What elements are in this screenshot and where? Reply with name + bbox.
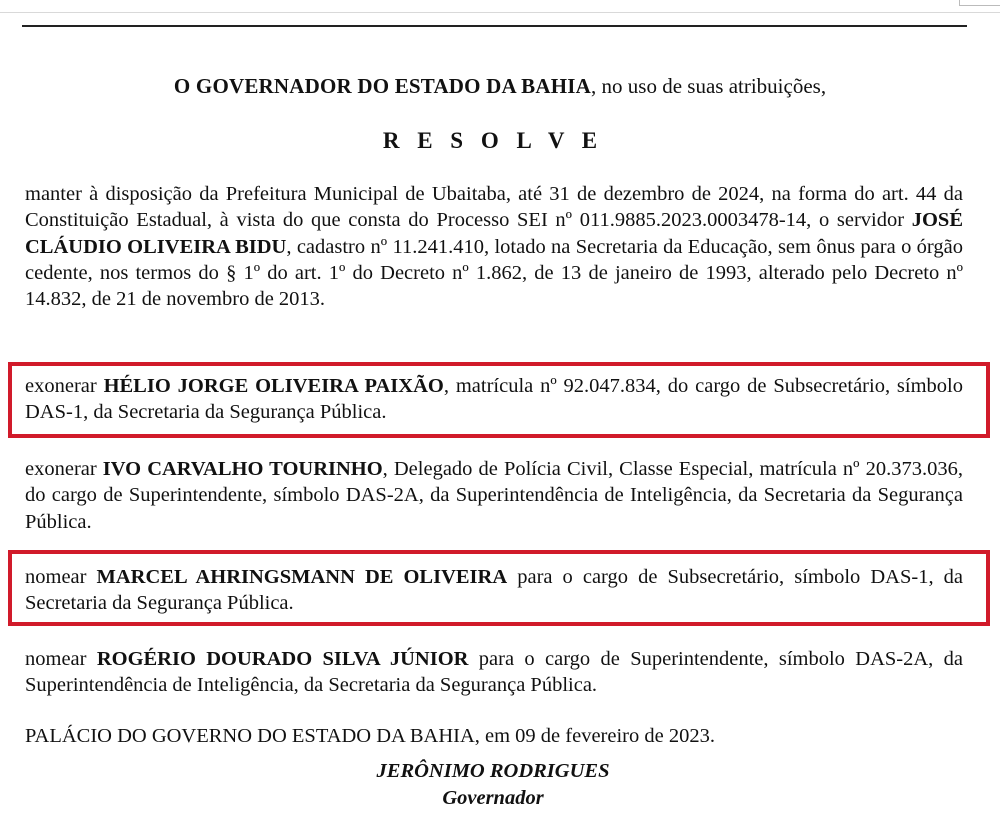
window-top-border — [0, 0, 1000, 13]
person-name: HÉLIO JORGE OLIVEIRA PAIXÃO — [103, 375, 444, 397]
corner-widget — [959, 0, 1000, 6]
highlight-box-helio — [8, 362, 990, 438]
person-name: MARCEL AHRINGSMANN DE OLIVEIRA — [96, 566, 508, 588]
paragraph-exonerar-ivo — [25, 456, 963, 535]
header-rule — [22, 25, 967, 27]
person-name: ROGÉRIO DOURADO SILVA JÚNIOR — [96, 648, 469, 670]
paragraph-text: nomear — [25, 566, 97, 588]
signature-name: JERÔNIMO RODRIGUES — [376, 760, 610, 782]
decree-heading — [0, 74, 1000, 99]
paragraph-text: manter à disposição da Prefeitura Municipal de Ubaitaba, até 31 de dezembro de 2024, na forma do art. 44 da Constituição Estadual, à vista do que consta do Processo SEI nº 011.9885.2023.0003478-14, o servidor — [25, 183, 963, 232]
signature-title: Governador — [442, 787, 544, 809]
paragraph-text: , matrícula nº 92.047.834, do cargo de Subsecretário, símbolo DAS-1, da Secretaria da Segurança Pública. — [25, 375, 963, 424]
paragraph-text: nomear — [25, 648, 97, 670]
person-name: JOSÉ CLÁUDIO OLIVEIRA BIDU — [25, 209, 963, 258]
paragraph-manter — [25, 181, 963, 312]
resolve-heading: R E S O L V E — [382, 128, 604, 153]
paragraph-text: para o cargo de Superintendente, símbolo DAS-2A, da Superintendência de Inteligência, da Secretaria da Segurança Pública. — [25, 648, 963, 697]
closing-line: PALÁCIO DO GOVERNO DO ESTADO DA BAHIA, em 09 de fevereiro de 2023. — [25, 725, 715, 747]
governor-title-rest: , no uso de suas atribuições, — [591, 74, 827, 98]
paragraph-text: exonerar — [25, 375, 104, 397]
paragraph-nomear-rogerio — [25, 646, 963, 699]
governor-title: O GOVERNADOR DO ESTADO DA BAHIA — [173, 74, 592, 98]
paragraph-text: , Delegado de Polícia Civil, Classe Especial, matrícula nº 20.373.036, do cargo de Superintendente, símbolo DAS-2A, da Superintendência de Inteligência, da Secretaria da Segurança Pública. — [25, 458, 963, 533]
paragraph-text: para o cargo de Subsecretário, símbolo DAS-1, da Secretaria da Segurança Pública. — [25, 566, 963, 615]
paragraph-text: , cadastro nº 11.241.410, lotado na Secretaria da Educação, sem ônus para o órgão cedente, nos termos do § 1º do art. 1º do Decreto nº 1.862, de 13 de janeiro de 1993, alterado pelo Decreto nº 14.832, de 21 de novembro de 2013. — [25, 235, 963, 311]
highlight-box-marcel — [8, 550, 990, 626]
paragraph-text: exonerar — [25, 458, 103, 480]
person-name: IVO CARVALHO TOURINHO — [102, 458, 383, 480]
